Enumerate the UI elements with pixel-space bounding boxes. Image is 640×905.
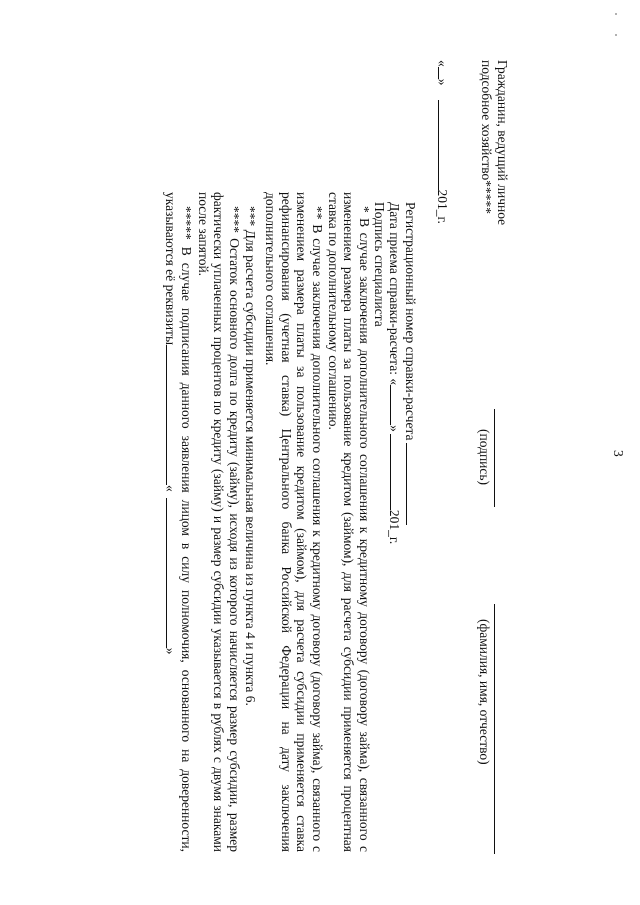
footnote-5-blank-1 (167, 345, 179, 485)
footnote-1: * В случае заключения дополнительного соглашения к кредитному договору (договору займа), связанного с изменением размера платы за пользование кредитом (займом), для расчета субсидии применяется процентная ставка по дополнительному соглашению. (326, 192, 372, 852)
footnote-3: *** Для расчета субсидии применяется минимальная величина из пункта 4 и пункта 6. (243, 206, 258, 706)
registration-number-row (403, 202, 419, 525)
rotated-content (8, 14, 628, 894)
registration-date-year: 201_г. (387, 509, 402, 545)
fio-line (494, 604, 495, 854)
date-close-quote: » (435, 78, 450, 86)
footnote-5-open-quote: « (163, 485, 179, 492)
registration-date-close-quote: » (387, 425, 402, 432)
registration-number-label: Регистрационный номер справки-расчета (403, 202, 418, 441)
date-open-quote: « (435, 60, 450, 67)
date-month-blank (438, 100, 450, 190)
date-year: 201_г. (435, 189, 450, 224)
registration-date-row (387, 202, 403, 544)
fio-caption: (фамилия, имя, отчество) (477, 619, 492, 765)
footnote-5-close-quote: » (163, 647, 179, 655)
citizen-label-line1: Гражданин, ведущий личное (495, 60, 510, 226)
specialist-signature-label: Подпись специалиста (372, 202, 387, 327)
signature-caption: (подпись) (477, 429, 492, 486)
footnote-2: ** В случае заключения дополнительного соглашения к кредитному договору (договору займа), связанного с изменением размера платы за пользование кредитом (займом), для расчета субсидии применяется ставка рефинансирования (учетная ставка) Центрального банка Российской Федерации на дату заключения дополнительного соглашения. (263, 192, 325, 852)
signature-line (494, 409, 495, 507)
footnote-5 (163, 192, 194, 852)
registration-number-blank (406, 443, 418, 525)
footnote-4: **** Остаток основного долга по кредиту (займу), исходя из которого начисляется размер субсидии, размер фактически уплаченных процентов по кредиту (займу) и размер субсидии указывается в рублях с двумя знаками после запятой. (196, 192, 242, 852)
citizen-label-line2: подсобное хозяйство***** (479, 60, 494, 214)
registration-date-day-blank (390, 385, 402, 425)
registration-date-month-blank (390, 434, 402, 510)
registration-date-label: Дата приема справки-расчета: « (387, 202, 402, 386)
footnote-5-text: ***** В случае подписания данного заявления лицом в силу полномочия, основанного на доверенности, указываются её реквизиты (163, 192, 194, 852)
citizen-date-line (435, 60, 451, 224)
footnote-5-blank-2 (167, 498, 179, 648)
page-number: 3 (611, 450, 626, 457)
date-day-blank (438, 67, 450, 79)
